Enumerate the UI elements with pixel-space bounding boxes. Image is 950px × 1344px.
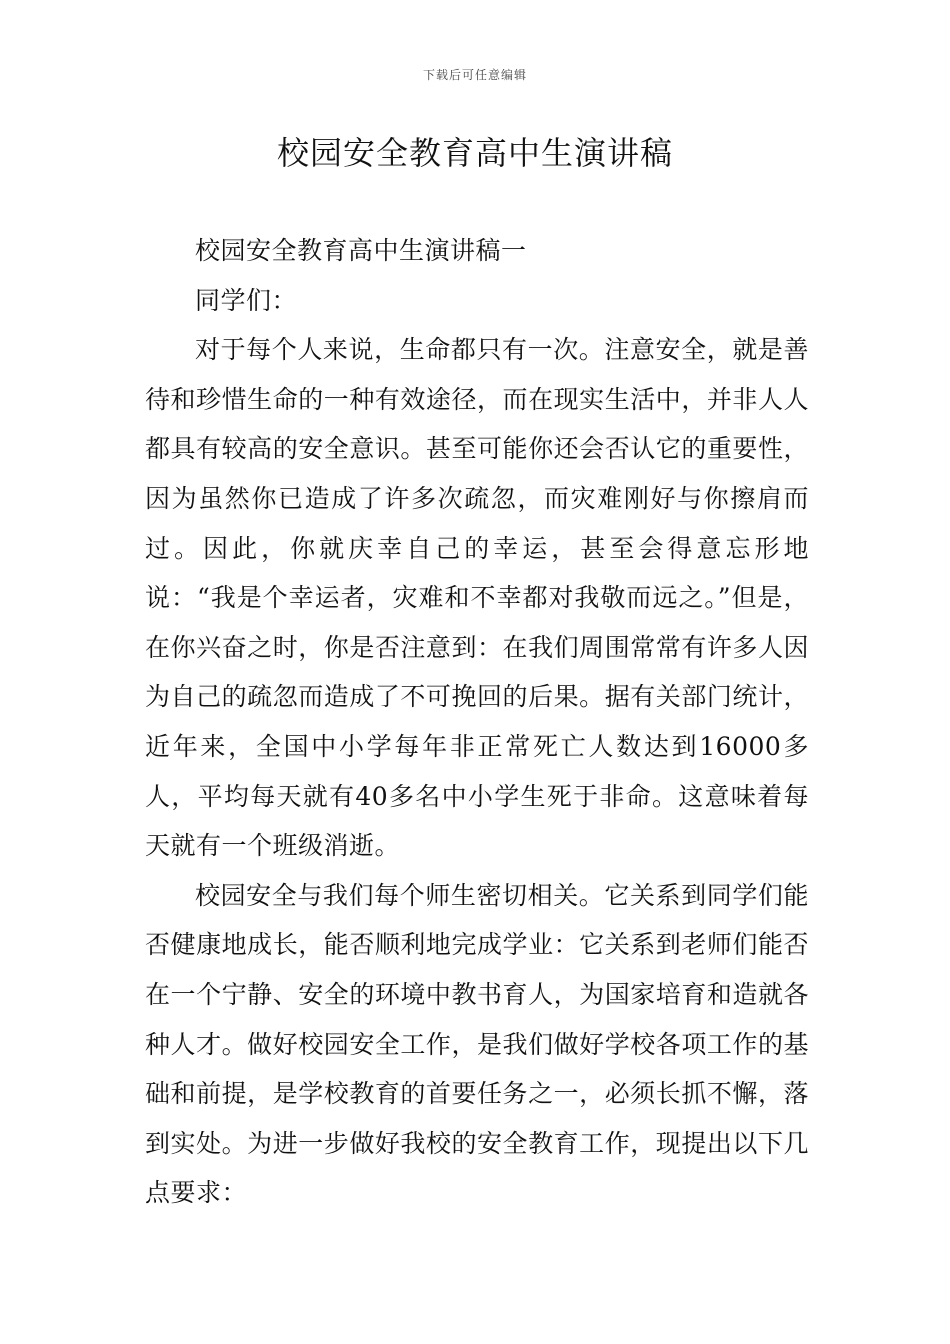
- paragraph-salutation: 同学们：: [195, 285, 298, 315]
- paragraph-subtitle: 校园安全教育高中生演讲稿一: [195, 236, 527, 265]
- paragraph-body-2: 校园安全与我们每个师生密切相关。它关系到同学们能否健康地成长，能否顺利地完成学业：它关系到老师们能否在一个宁静、安全的环境中教书育人，为国家培育和造就各种人才。做好校园安全工作，是我们做好学校各项工作的基础和前提，是学校教育的首要任务之一，必须长抓不懈，落到实处。为进一步做好我校的安全教育工作，现提出以下几点要求：: [145, 880, 809, 1208]
- page-title: 校园安全教育高中生演讲稿: [276, 134, 673, 172]
- paragraph-body-1: 对于每个人来说，生命都只有一次。注意安全，就是善待和珍惜生命的一种有效途径，而在现实生活中，并非人人都具有较高的安全意识。甚至可能你还会否认它的重要性，因为虽然你已造成了许多次疏忽，而灾难刚好与你擦肩而过。因此，你就庆幸自己的幸运，甚至会得意忘形地说：“我是个幸运者，灾难和不幸都对我敬而远之。”但是，在你兴奋之时，你是否注意到：在我们周围常常有许多人因为自己的疏忽而造成了不可挽回的后果。据有关部门统计，近年来，全国中小学每年非正常死亡人数达到16000多人，平均每天就有40多名中小学生死于非命。这意味着每天就有一个班级消逝。: [145, 335, 809, 861]
- header-note: 下载后可任意编辑: [422, 68, 527, 82]
- document-body: [145, 226, 809, 1218]
